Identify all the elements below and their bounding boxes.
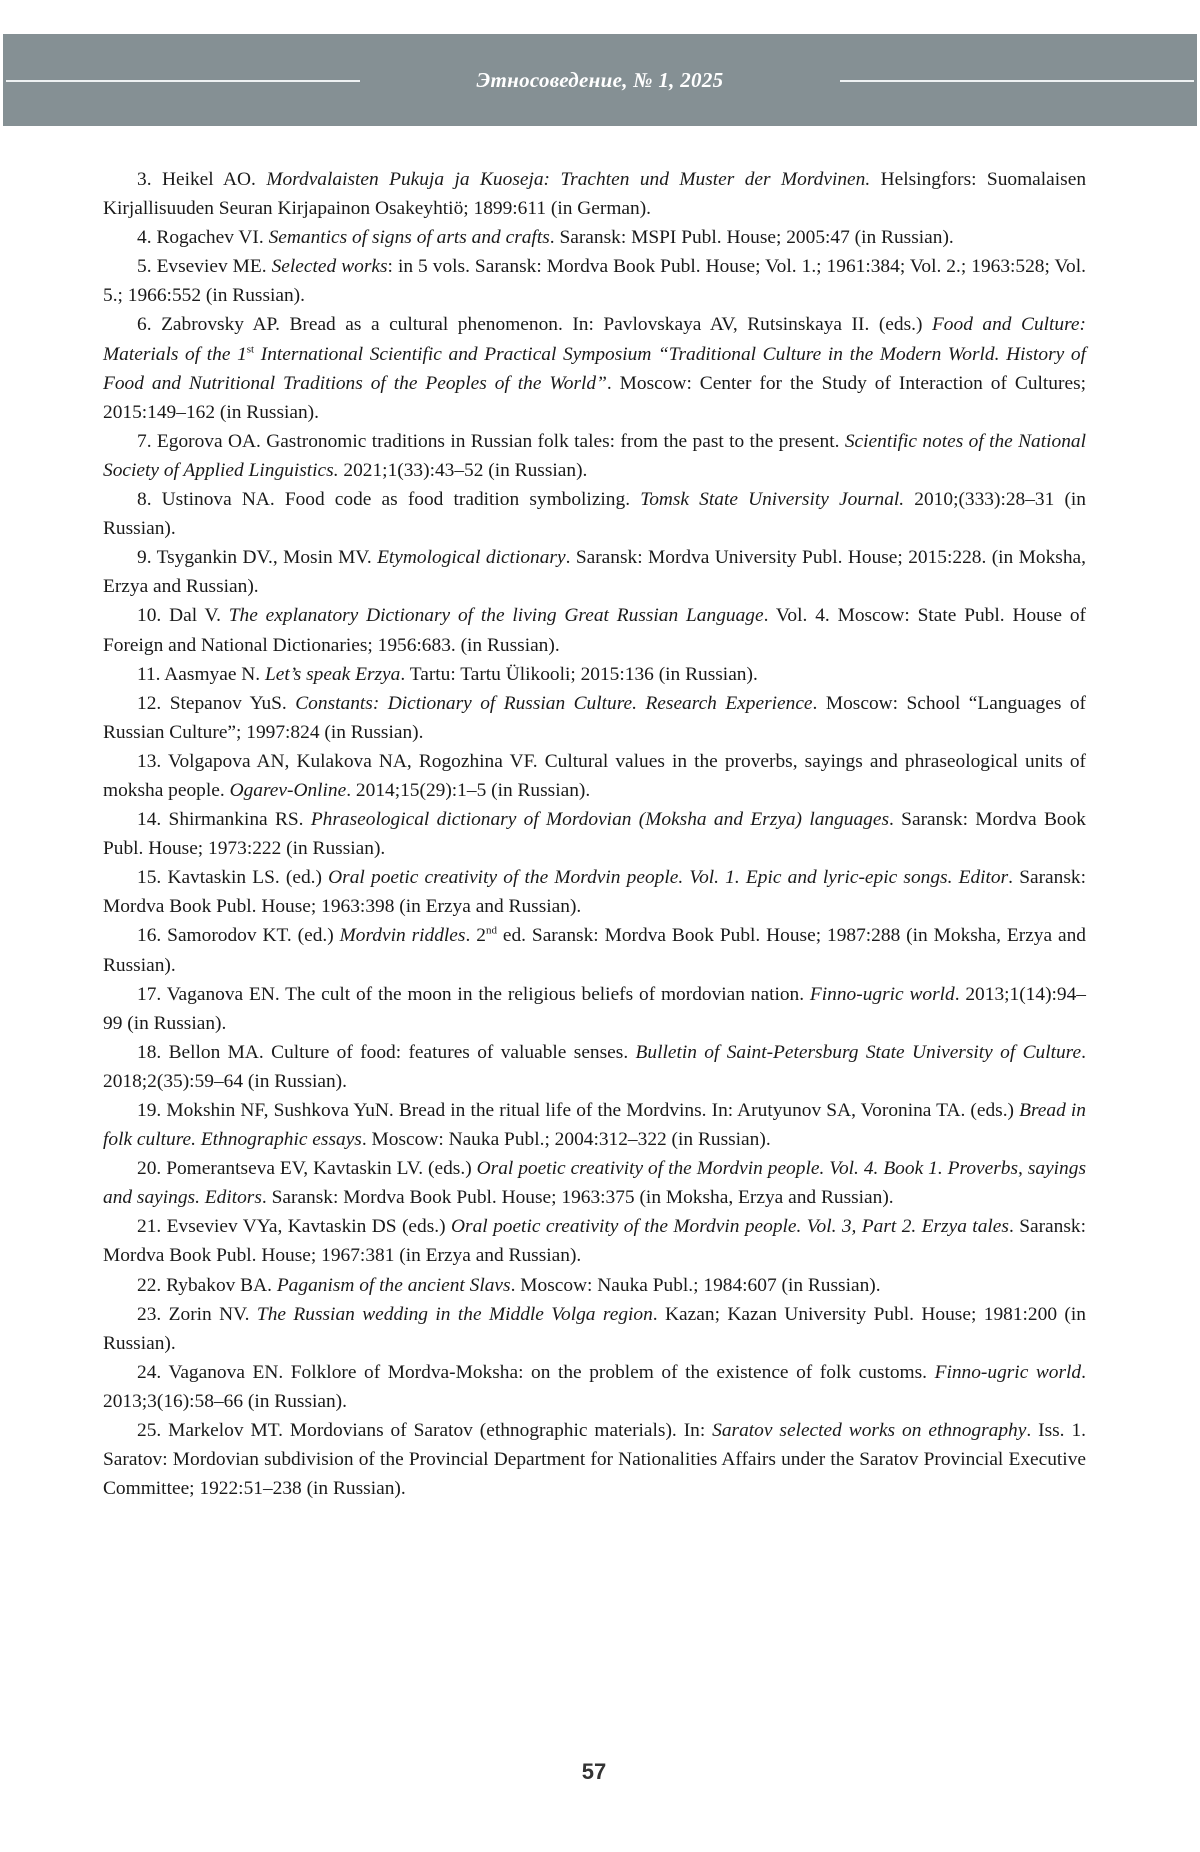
reference-details: . Moscow: School “Languages of Russian Culture”; 1997:824 (in Russian).	[103, 692, 1087, 743]
reference-details: . Saransk: Mordva Book Publ. House; 1967:381 (in Erzya and Russian).	[103, 1216, 1086, 1267]
reference-title: Finno-ugric world	[934, 1361, 1082, 1383]
reference-title: Oral poetic creativity of the Mordvin people. Vol. 1. Epic and lyric-epic songs. Editor	[328, 867, 1009, 889]
reference-item	[103, 310, 1086, 426]
reference-details: : in 5 vols. Saransk: Mordva Book Publ. House; Vol. 1.; 1961:384; Vol. 2.; 1963:528; Vol. 5.; 1966:552 (in Russian).	[103, 256, 1086, 307]
reference-number: 15.	[137, 867, 168, 889]
reference-author: Samorodov KT. (ed.)	[167, 925, 340, 947]
reference-item	[103, 1154, 1086, 1212]
reference-author: Pomerantseva EV, Kavtaskin LV. (eds.)	[166, 1158, 477, 1180]
reference-details: . Saransk: Mordva Book Publ. House; 1973:222 (in Russian).	[103, 809, 1086, 860]
reference-number: 7.	[137, 430, 157, 452]
reference-author: Evseviev VYa, Kavtaskin DS (eds.)	[166, 1216, 452, 1238]
reference-number: 13.	[137, 750, 168, 772]
reference-item	[103, 689, 1086, 747]
reference-title: Paganism of the ancient Slavs	[276, 1274, 511, 1296]
reference-number: 12.	[137, 692, 170, 714]
reference-number: 16.	[137, 925, 168, 947]
reference-title: Bulletin of Saint-Petersburg State University of Culture	[635, 1041, 1082, 1063]
reference-number: 9.	[137, 547, 157, 569]
reference-text: Food code as food tradition symbolizing.	[284, 489, 641, 511]
page-number: 57	[581, 1759, 607, 1784]
reference-details: . 2018;2(35):59–64 (in Russian).	[103, 1041, 1086, 1092]
reference-author: Volgapova AN, Kulakova NA, Rogozhina VF.	[167, 750, 545, 772]
reference-title: Etymological dictionary	[377, 547, 566, 569]
reference-item	[103, 1038, 1086, 1096]
reference-text: Folklore of Mordva-Moksha: on the problem of the existence of folk customs.	[290, 1361, 935, 1383]
reference-text: Bread as a cultural phenomenon. In: Pavlovskaya AV, Rutsinskaya II. (eds.)	[289, 314, 932, 336]
reference-author: Aasmyae N.	[164, 663, 265, 685]
reference-title: Scientific notes of the National Society of Applied Linguistics.	[103, 430, 1087, 481]
reference-details: . Moscow: Nauka Publ.; 1984:607 (in Russian).	[510, 1274, 881, 1296]
reference-title: Semantics of signs of arts and crafts	[268, 227, 550, 249]
reference-details: . Moscow: Nauka Publ.; 2004:312–322 (in Russian).	[361, 1129, 771, 1151]
reference-number: 23.	[137, 1303, 169, 1325]
reference-title: Saratov selected works on ethnography	[712, 1420, 1027, 1442]
reference-title: Ogarev-Online	[229, 779, 347, 801]
reference-text: Bread in the ritual life of the Mordvins. In: Arutyunov SA, Voronina TA. (eds.)	[398, 1100, 1020, 1121]
reference-number: 19.	[137, 1100, 167, 1121]
reference-superscript: nd	[485, 924, 497, 937]
reference-title: Phraseological dictionary of Mordovian (Moksha and Erzya) languages	[310, 809, 890, 831]
reference-title: Tomsk State University Journal.	[640, 489, 905, 511]
reference-item	[103, 601, 1086, 659]
header-rule-left	[6, 80, 360, 82]
reference-item	[103, 252, 1086, 310]
reference-item	[103, 1300, 1086, 1358]
reference-item	[103, 1358, 1086, 1416]
reference-title: Selected works	[271, 256, 388, 278]
reference-text: Cultural values in the proverbs, sayings and phraseological units of moksha people.	[103, 750, 1086, 801]
reference-item	[103, 921, 1086, 979]
reference-item	[103, 660, 1086, 689]
reference-list	[103, 165, 1086, 1503]
reference-author: Shirmankina RS.	[168, 809, 311, 831]
reference-author: Kavtaskin LS. (ed.)	[167, 867, 329, 889]
reference-details: 2021;1(33):43–52 (in Russian).	[338, 459, 588, 481]
reference-number: 8.	[137, 489, 162, 511]
reference-item	[103, 1416, 1086, 1503]
reference-number: 3.	[137, 169, 162, 190]
reference-title: Finno-ugric world	[809, 983, 955, 1005]
reference-item	[103, 427, 1086, 485]
reference-details: . 2013;3(16):58–66 (in Russian).	[103, 1361, 1086, 1412]
reference-number: 22.	[137, 1274, 167, 1296]
journal-title: Этносоведение, № 1, 2025	[476, 68, 724, 92]
reference-number: 4.	[137, 227, 157, 249]
reference-text: Gastronomic traditions in Russian folk tales: from the past to the present.	[266, 430, 845, 452]
reference-title: International Scientific and Practical Symposium “Traditional Culture in the Modern World. History of Food and Nutritional Traditions of the Peoples of the World”	[103, 343, 1086, 394]
reference-author: Rogachev VI.	[156, 227, 269, 249]
reference-title: Bread in folk culture. Ethnographic essays	[103, 1100, 1086, 1151]
reference-title: Mordvin riddles	[339, 925, 466, 947]
reference-number: 21.	[137, 1216, 167, 1238]
reference-item	[103, 980, 1086, 1038]
reference-details: 2010;(333):28–31 (in Russian).	[103, 489, 1086, 540]
reference-details: . Kazan; Kazan University Publ. House; 1981:200 (in Russian).	[103, 1303, 1086, 1354]
reference-item	[103, 863, 1086, 921]
reference-number: 14.	[137, 809, 169, 831]
reference-details: . Iss. 1. Saratov: Mordovian subdivision of the Provincial Department for Nationalities Affairs under the Saratov Provincial Executive Committee; 1922:51–238 (in Russian).	[103, 1420, 1086, 1500]
reference-details: . Vol. 4. Moscow: State Publ. House of Foreign and National Dictionaries; 1956:683. (in Russian).	[103, 605, 1086, 656]
reference-author: Vaganova EN.	[168, 1361, 291, 1383]
reference-number: 18.	[137, 1041, 169, 1063]
header-rule-right	[840, 80, 1194, 82]
reference-number: 11.	[137, 663, 165, 685]
reference-details: Helsingfors: Suomalaisen Kirjallisuuden Seuran Kirjapainon Osakeyhtiö; 1899:611 (in German).	[103, 169, 1087, 220]
reference-author: Vaganova EN.	[166, 983, 286, 1005]
reference-details: . Moscow: Center for the Study of Interaction of Cultures; 2015:149–162 (in Russian).	[103, 372, 1086, 423]
reference-author: Bellon MA.	[168, 1041, 272, 1063]
reference-author: Ustinova NA.	[161, 489, 285, 511]
reference-title: Mordvalaisten Pukuja ja Kuoseja: Trachten und Muster der Mordvinen.	[266, 169, 871, 190]
reference-details: . 2	[465, 925, 486, 947]
reference-item	[103, 485, 1086, 543]
reference-author: Evseviev ME.	[156, 256, 272, 278]
reference-author: Rybakov BA.	[166, 1274, 277, 1296]
reference-author: Zabrovsky AP.	[161, 314, 290, 336]
reference-details: . Saransk: Mordva University Publ. House; 2015:228. (in Moksha, Erzya and Russian).	[103, 547, 1086, 598]
reference-item	[103, 165, 1086, 223]
reference-details: . 2013;1(14):94–99 (in Russian).	[103, 983, 1087, 1034]
reference-item	[103, 805, 1086, 863]
reference-details: ed. Saransk: Mordva Book Publ. House; 1987:288 (in Moksha, Erzya and Russian).	[103, 925, 1086, 976]
reference-number: 20.	[137, 1158, 167, 1180]
reference-details: . 2014;15(29):1–5 (in Russian).	[346, 779, 591, 801]
reference-details: . Saransk: Mordva Book Publ. House; 1963:398 (in Erzya and Russian).	[103, 867, 1086, 918]
reference-text: The cult of the moon in the religious beliefs of mordovian nation.	[285, 983, 810, 1005]
reference-number: 17.	[137, 983, 167, 1005]
reference-number: 24.	[137, 1361, 169, 1383]
reference-title: The explanatory Dictionary of the living Great Russian Language	[228, 605, 764, 627]
reference-superscript: st	[246, 343, 255, 356]
reference-details: . Saransk: Mordva Book Publ. House; 1963:375 (in Moksha, Erzya and Russian).	[261, 1187, 894, 1209]
reference-number: 10.	[137, 605, 170, 627]
reference-author: Stepanov YuS.	[169, 692, 296, 714]
reference-author: Zorin NV.	[168, 1303, 257, 1325]
reference-details: . Tartu: Tartu Ülikooli; 2015:136 (in Russian).	[400, 663, 758, 685]
reference-text: Mordovians of Saratov (ethnographic materials). In:	[289, 1420, 713, 1442]
reference-title: Let’s speak Erzya	[265, 663, 401, 685]
reference-number: 5.	[137, 256, 157, 278]
reference-item	[103, 543, 1086, 601]
reference-details: . Saransk: MSPI Publ. House; 2005:47 (in Russian).	[549, 227, 954, 249]
reference-title: Constants: Dictionary of Russian Culture. Research Experience	[295, 692, 813, 714]
reference-title: Food and Culture: Materials of the 1	[103, 314, 1086, 365]
reference-number: 6.	[137, 314, 162, 336]
reference-item	[103, 1271, 1086, 1300]
reference-author: Egorova OA.	[156, 430, 267, 452]
reference-item	[103, 1096, 1086, 1154]
reference-author: Mokshin NF, Sushkova YuN.	[166, 1100, 399, 1121]
reference-title: Oral poetic creativity of the Mordvin people. Vol. 4. Book 1. Proverbs, sayings and sayings. Editors	[103, 1158, 1086, 1209]
reference-text: Culture of food: features of valuable senses.	[271, 1041, 636, 1063]
reference-item	[103, 223, 1086, 252]
reference-author: Tsygankin DV., Mosin MV.	[156, 547, 378, 569]
reference-number: 25.	[137, 1420, 169, 1442]
reference-title: Oral poetic creativity of the Mordvin people. Vol. 3, Part 2. Erzya tales	[451, 1216, 1009, 1238]
reference-item	[103, 1212, 1086, 1270]
reference-author: Dal V.	[169, 605, 229, 627]
reference-author: Markelov MT.	[168, 1420, 290, 1442]
reference-author: Heikel AO.	[161, 169, 267, 190]
reference-title: The Russian wedding in the Middle Volga region	[256, 1303, 653, 1325]
reference-item	[103, 747, 1086, 805]
